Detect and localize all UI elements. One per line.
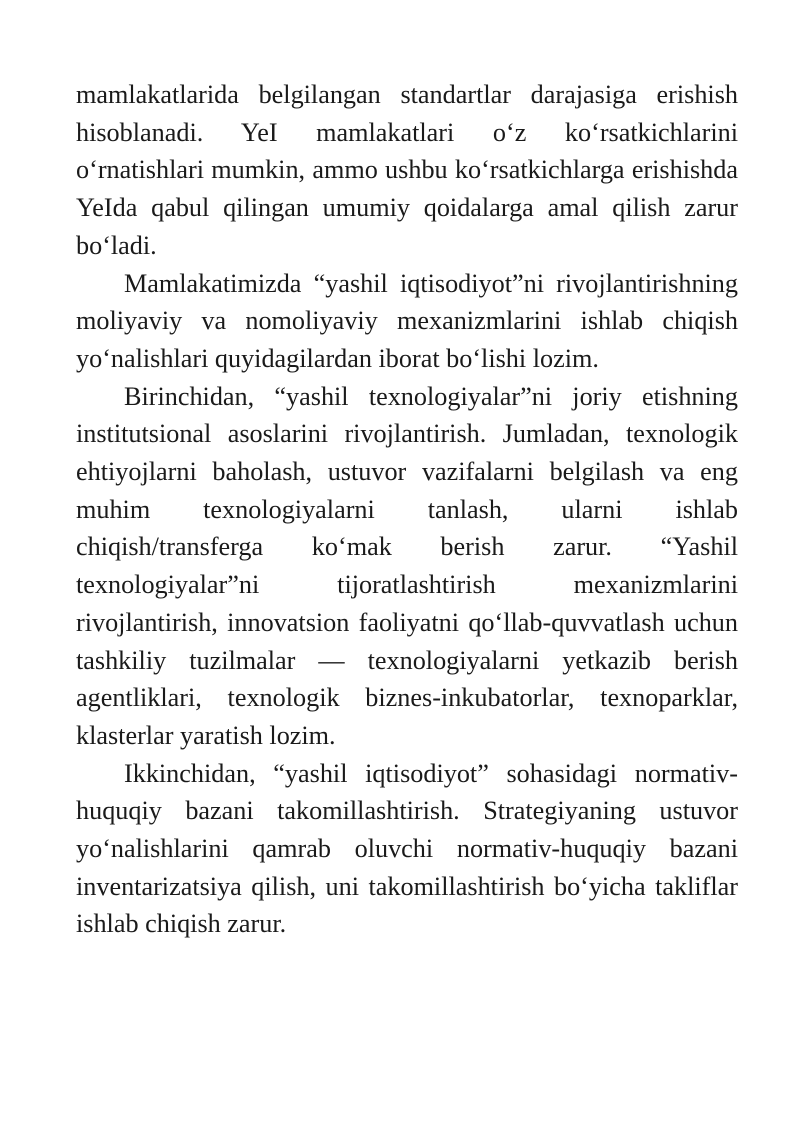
paragraph-mechanisms-intro: Mamlakatimizda “yashil iqtisodiyot”ni rivojlantirishning moliyaviy va nomoliyaviy mexanizmlarini ishlab chiqish yo‘nalishlari quyidagilardan iborat bo‘lishi lozim. (76, 268, 738, 373)
paragraph-first-point: Birinchidan, “yashil texnologiyalar”ni joriy etishning institutsional asoslarini rivojlantirish. Jumladan, texnologik ehtiyojlarni baholash, ustuvor vazifalarni belgilash va eng muhim texnologiyalarni tanlash, ularni ishlab chiqish/transferga ko‘mak berish zarur. “Yashil texnologiyalar”ni tijoratlashtirish mexanizmlarini rivojlantirish, innovatsion faoliyatni qo‘llab-quvvatlash uchun tashkiliy tuzilmalar — texnologiyalarni yetkazib berish agentliklari, texnologik biznes-inkubatorlar, texnoparklar, klasterlar yaratish lozim. (76, 381, 738, 750)
page-body (76, 76, 738, 943)
paragraph-continuation: mamlakatlarida belgilangan standartlar darajasiga erishish hisoblanadi. YeI mamlakatlari o‘z ko‘rsatkichlarini o‘rnatishlari mumkin, ammo ushbu ko‘rsatkichlarga erishishda YeIda qabul qilingan umumiy qoidalarga amal qilish zarur bo‘ladi. (76, 80, 738, 260)
paragraph-second-point: Ikkinchidan, “yashil iqtisodiyot” sohasidagi normativ-huquqiy bazani takomillashtirish. Strategiyaning ustuvor yo‘nalishlarini qamrab oluvchi normativ-huquqiy bazani inventarizatsiya qilish, uni takomillashtirish bo‘yicha takliflar ishlab chiqish zarur. (76, 758, 738, 939)
